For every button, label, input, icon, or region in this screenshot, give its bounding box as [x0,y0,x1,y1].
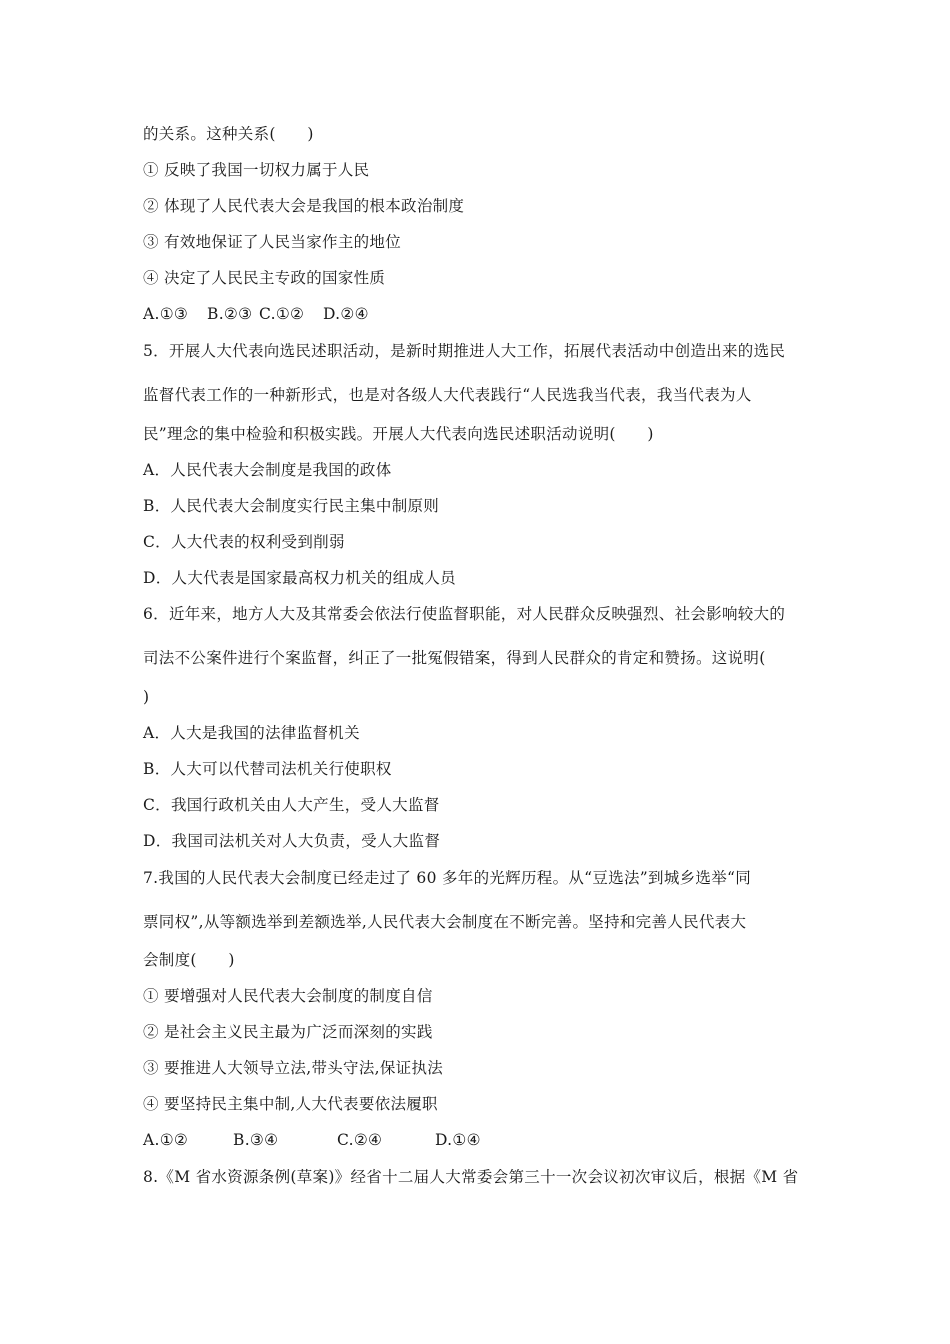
q7-option-d: D.①④ [435,1131,481,1149]
q5-option-c: C．人大代表的权利受到削弱 [143,533,345,551]
q7-stem-line-1: 7.我国的人民代表大会制度已经走过了 60 多年的光辉历程。从“豆选法”到城乡选举“同 [143,869,752,887]
q7-stem-line-2: 票同权”,从等额选举到差额选举,人民代表大会制度在不断完善。坚持和完善人民代表大 [143,913,747,931]
q7-option-c: C.②④ [337,1131,383,1149]
q5-option-d: D．人大代表是国家最高权力机关的组成人员 [143,569,456,587]
q4-option-d: D.②④ [323,305,369,323]
q6-option-c: C．我国行政机关由人大产生，受人大监督 [143,796,440,814]
q7-statement-3: ③ 要推进人大领导立法,带头守法,保证执法 [143,1059,444,1077]
q5-option-a: A．人民代表大会制度是我国的政体 [143,461,392,479]
q7-statement-4: ④ 要坚持民主集中制,人大代表要依法履职 [143,1095,438,1113]
q7-statement-2: ② 是社会主义民主最为广泛而深刻的实践 [143,1023,433,1041]
q4-statement-3: ③ 有效地保证了人民当家作主的地位 [143,233,402,251]
q7-statement-1: ① 要增强对人民代表大会制度的制度自信 [143,987,433,1005]
q6-option-d: D．我国司法机关对人大负责，受人大监督 [143,832,441,850]
q4-option-c: C.①② [259,305,305,323]
q4-options [143,304,369,324]
q7-stem-line-3: 会制度( ) [143,951,235,969]
q6-option-a: A．人大是我国的法律监督机关 [143,724,360,742]
q4-statement-1: ① 反映了我国一切权力属于人民 [143,161,370,179]
q7-options [143,1130,481,1150]
q4-statement-4: ④ 决定了人民民主专政的国家性质 [143,269,386,287]
q6-stem-line-2: 司法不公案件进行个案监督，纠正了一批冤假错案，得到人民群众的肯定和赞扬。这说明( [143,649,766,667]
q4-option-a: A.①③ [143,305,189,323]
q7-option-b: B.③④ [233,1131,279,1149]
q4-statement-2: ② 体现了人民代表大会是我国的根本政治制度 [143,197,465,215]
q7-option-a: A.①② [143,1131,189,1149]
q5-stem-line-2: 监督代表工作的一种新形式，也是对各级人大代表践行“人民选我当代表，我当代表为人 [143,386,752,404]
q8-stem-line-1: 8.《M 省水资源条例(草案)》经省十二届人大常委会第三十一次会议初次审议后，根据《M 省 [143,1168,799,1186]
q6-option-b: B．人大可以代替司法机关行使职权 [143,760,392,778]
q4-option-b: B.②③ [207,305,253,323]
q6-stem-line-3: ) [143,688,150,706]
q6-stem-line-1: 6．近年来，地方人大及其常委会依法行使监督职能，对人民群众反映强烈、社会影响较大的 [143,605,786,623]
q5-stem-line-1: 5．开展人大代表向选民述职活动，是新时期推进人大工作，拓展代表活动中创造出来的选民 [143,342,786,360]
q5-option-b: B．人民代表大会制度实行民主集中制原则 [143,497,440,515]
q4-stem-tail: 的关系。这种关系( ) [143,125,314,143]
q5-stem-line-3: 民”理念的集中检验和积极实践。开展人大代表向选民述职活动说明( ) [143,425,654,443]
